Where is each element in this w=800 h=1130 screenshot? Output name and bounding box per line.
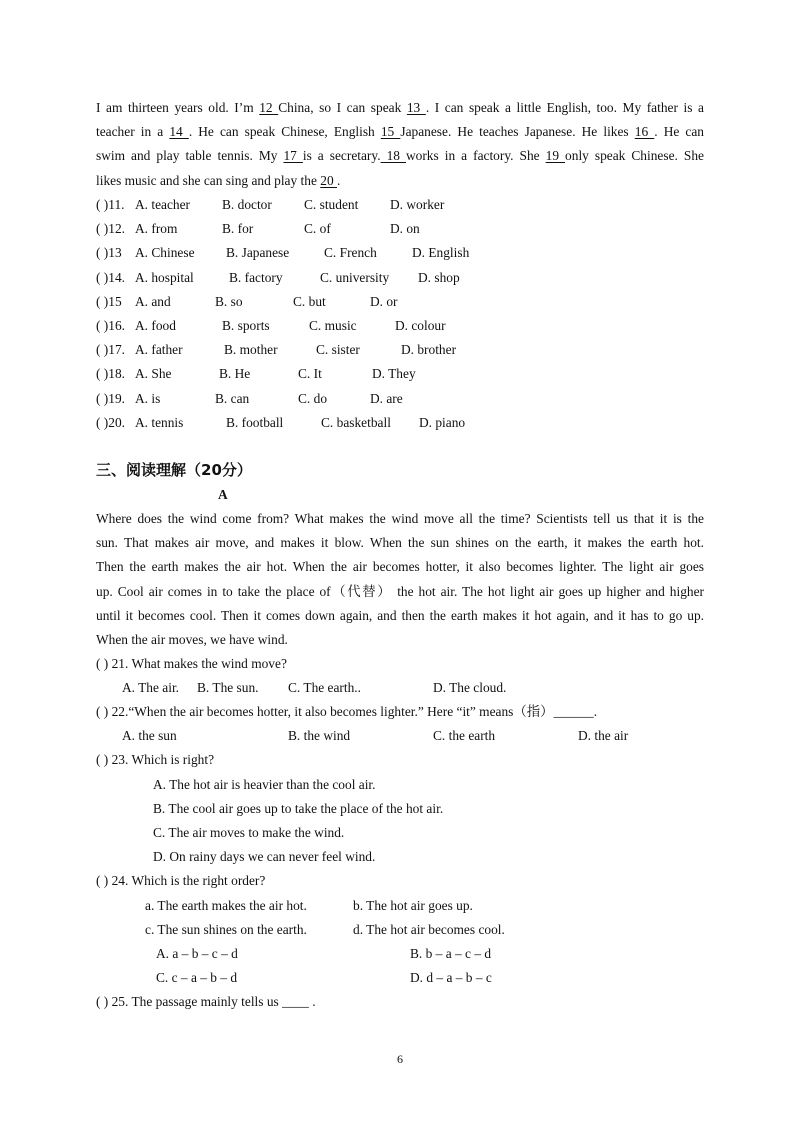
option-b: B. sports (222, 318, 270, 333)
passage-line-2: sun. That makes air move, and makes it blow. When the sun shines on the earth, it makes the earth hot. (96, 535, 704, 550)
q24-option-b: B. b – a – c – d (410, 946, 492, 961)
option-a: A. from (135, 221, 178, 236)
option-a: A. Chinese (135, 245, 195, 260)
option-c: C. student (304, 197, 359, 212)
q21-option-d: D. The cloud. (433, 680, 507, 695)
passage-text: China, so I can speak (278, 100, 407, 115)
passage-text: is a secretary. (302, 148, 381, 163)
page-number: 6 (397, 1052, 403, 1066)
passage-text: . He can (654, 124, 704, 139)
question-22: ( ) 22.“When the air becomes hotter, it also becomes lighter.” Here “it” means（指）______. (96, 704, 598, 719)
question-24: ( ) 24. Which is the right order? (96, 873, 266, 888)
option-d: D. shop (418, 270, 460, 285)
passage-text: Japanese. He teaches Japanese. He likes (400, 124, 635, 139)
option-b: B. for (222, 221, 254, 236)
q23-option-d: D. On rainy days we can never feel wind. (153, 849, 376, 864)
passage-line-4: up. Cool air comes in to take the place of（代替） the hot air. The hot light air goes up higher and higher (96, 584, 704, 599)
cloze-line-2 (96, 124, 704, 140)
option-c: C. do (298, 391, 328, 406)
option-d: D. piano (419, 415, 466, 430)
blank-number: 16 (634, 124, 655, 139)
option-d: D. worker (390, 197, 445, 212)
option-a: A. teacher (135, 197, 191, 212)
option-d: D. are (370, 391, 403, 406)
option-d: D. or (370, 294, 398, 309)
passage-line-1: Where does the wind come from? What makes the wind move all the time? Scientists tell us that it is the (96, 511, 704, 526)
option-c: C. university (320, 270, 390, 285)
option-a: A. food (135, 318, 176, 333)
passage-label: A (218, 487, 228, 502)
question-number: ( )17. (96, 342, 126, 357)
question-number: ( )13 (96, 245, 122, 260)
option-c: C. music (309, 318, 357, 333)
option-d: D. brother (401, 342, 457, 357)
q21-option-a: A. The air. (122, 680, 180, 695)
option-b: B. so (215, 294, 243, 309)
blank-number: 12 (259, 100, 279, 115)
question-number: ( )19. (96, 391, 126, 406)
passage-text: swim and play table tennis. My (96, 148, 284, 163)
option-d: D. on (390, 221, 420, 236)
blank-number: 15 (380, 124, 401, 139)
option-c: C. basketball (321, 415, 391, 430)
blank-number: 18 (380, 148, 406, 163)
passage-text: . I can speak a little English, too. My father is a (425, 100, 704, 115)
option-b: B. mother (224, 342, 278, 357)
option-d: D. colour (395, 318, 446, 333)
option-b: B. He (219, 366, 251, 381)
option-d: D. English (412, 245, 470, 260)
q24-option-d: D. d – a – b – c (410, 970, 492, 985)
option-c: C. but (293, 294, 326, 309)
q24-option-c: C. c – a – b – d (156, 970, 238, 985)
section-heading: 三、阅读理解（20分） (96, 461, 252, 479)
q22-option-c: C. the earth (433, 728, 496, 743)
question-number: ( )11. (96, 197, 125, 212)
q24-option-a: A. a – b – c – d (156, 946, 238, 961)
blank-number: 14 (169, 124, 189, 139)
passage-text: only speak Chinese. She (565, 148, 704, 163)
blank-number: 17 (283, 148, 303, 163)
passage-line-3: Then the earth makes the air hot. When the air becomes hotter, it also becomes lighter. The light air goes (96, 559, 704, 574)
passage-text: teacher in a (96, 124, 170, 139)
question-number: ( )20. (96, 415, 126, 430)
option-c: C. French (324, 245, 377, 260)
cloze-line-3 (96, 148, 704, 164)
q21-option-b: B. The sun. (197, 680, 259, 695)
passage-line-5: until it becomes cool. Then it comes down again, and then the earth makes it hot again, and it has to go up. (96, 608, 704, 623)
passage-text: I am thirteen years old. I’m (96, 100, 260, 115)
blank-number: 13 (406, 100, 426, 115)
option-b: B. football (226, 415, 284, 430)
q24-statement-d: d. The hot air becomes cool. (353, 922, 505, 937)
cloze-line-1 (96, 100, 704, 116)
option-b: B. Japanese (226, 245, 290, 260)
passage-text: works in a factory. She (405, 148, 546, 163)
option-a: A. father (135, 342, 183, 357)
option-a: A. and (135, 294, 171, 309)
q22-option-d: D. the air (578, 728, 629, 743)
q24-statement-a: a. The earth makes the air hot. (145, 898, 307, 913)
question-number: ( )14. (96, 270, 126, 285)
option-b: B. doctor (222, 197, 272, 212)
q22-option-a: A. the sun (122, 728, 177, 743)
question-21: ( ) 21. What makes the wind move? (96, 656, 287, 671)
question-25: ( ) 25. The passage mainly tells us ____ . (96, 994, 316, 1009)
question-number: ( )12. (96, 221, 126, 236)
q22-option-b: B. the wind (288, 728, 351, 743)
q24-statement-c: c. The sun shines on the earth. (145, 922, 307, 937)
question-number: ( )15 (96, 294, 122, 309)
q23-option-b: B. The cool air goes up to take the place of the hot air. (153, 801, 444, 816)
question-23: ( ) 23. Which is right? (96, 752, 215, 767)
cloze-line-4 (96, 173, 340, 189)
q24-statement-b: b. The hot air goes up. (353, 898, 473, 913)
passage-text: . (337, 173, 341, 188)
question-number: ( )18. (96, 366, 126, 381)
passage-text: likes music and she can sing and play the (96, 173, 321, 188)
option-a: A. hospital (135, 270, 194, 285)
option-c: C. It (298, 366, 322, 381)
option-a: A. is (135, 391, 161, 406)
blank-number: 19 (545, 148, 566, 163)
question-number: ( )16. (96, 318, 126, 333)
q23-option-a: A. The hot air is heavier than the cool air. (153, 777, 376, 792)
passage-text: . He can speak Chinese, English (188, 124, 381, 139)
option-c: C. sister (316, 342, 360, 357)
option-b: B. factory (229, 270, 283, 285)
option-c: C. of (304, 221, 331, 236)
option-d: D. They (372, 366, 416, 381)
q23-option-c: C. The air moves to make the wind. (153, 825, 345, 840)
passage-line-6: When the air moves, we have wind. (96, 632, 288, 647)
option-a: A. She (135, 366, 172, 381)
blank-number: 20 (320, 173, 337, 188)
q21-option-c: C. The earth.. (288, 680, 362, 695)
option-b: B. can (215, 391, 250, 406)
option-a: A. tennis (135, 415, 184, 430)
